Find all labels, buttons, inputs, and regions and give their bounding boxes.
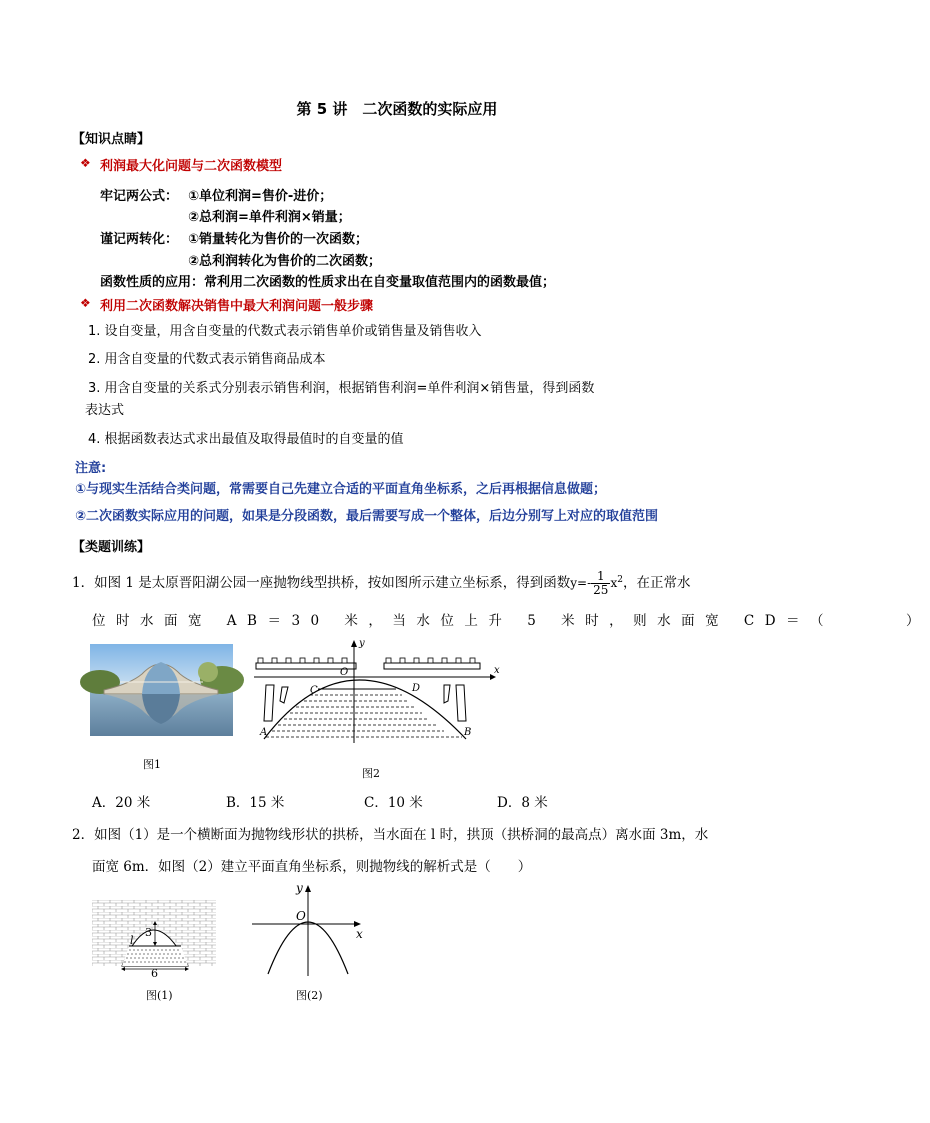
formula-2: ②总利润=单件利润×销量； (188, 210, 351, 225)
fraction-denominator: 25 (593, 583, 609, 597)
question-2-line-1: 2．如图（1）是一个横断面为抛物线形状的拱桥，当水面在 l 时，拱顶（拱桥洞的最高点）离水面 3m，水 (72, 827, 709, 843)
q2-brick-arch-figure (92, 900, 216, 980)
q1-arch-diagram-svg (252, 635, 502, 745)
topic-steps: 利用二次函数解决销售中最大利润问题一般步骤 (100, 299, 374, 314)
note-2: ②二次函数实际应用的问题，如果是分段函数，最后需要写成一个整体，后边分别写上对应的取值范围 (75, 509, 659, 524)
bridge-photo-image (90, 644, 233, 736)
origin-label: O (296, 909, 306, 923)
question-1-text: 1．如图 1 是太原晋阳湖公园一座抛物线型拱桥，按如图所示建立坐标系，得到函数 (72, 575, 571, 591)
y-axis-label: y (296, 881, 303, 895)
section-practice-heading: 【类题训练】 (72, 540, 151, 555)
option-b[interactable]: B．15 米 (226, 795, 285, 811)
convert-1: ①销量转化为售价的一次函数； (188, 232, 369, 247)
q2-parabola-svg (250, 880, 380, 980)
water-line-label: l (130, 934, 134, 947)
width-label: 6 (151, 967, 158, 980)
formula-x: x (610, 576, 618, 590)
question-1-line-1 (72, 570, 690, 597)
question-1-formula (570, 569, 623, 597)
question-1-line-2: 位时水面宽 AB＝30 米，当水位上升 5 米时，则水面宽 CD＝（ ） (92, 613, 930, 629)
note-1: ①与现实生活结合类问题，常需要自己先建立合适的平面直角坐标系，之后再根据信息做题； (75, 482, 607, 497)
step-2: 2. 用含自变量的代数式表示销售商品成本 (88, 352, 326, 367)
height-label: 3 (145, 926, 152, 939)
point-c-label: C (310, 685, 318, 696)
step-4: 4. 根据函数表达式求出最值及取得最值时的自变量的值 (88, 432, 404, 447)
function-application: 函数性质的应用：常利用二次函数的性质求出在自变量取值范围内的函数最值； (100, 275, 556, 290)
option-c[interactable]: C．10 米 (364, 795, 423, 811)
point-b-label: B (464, 727, 472, 738)
step-3: 3. 用含自变量的关系式分别表示销售利润，根据销售利润=单件利润×销售量，得到函数 (88, 381, 595, 396)
point-d-label: D (412, 683, 421, 694)
formula-1: ①单位利润=售价-进价； (188, 189, 333, 204)
origin-label: O (340, 667, 349, 678)
q2-parabola-diagram (250, 880, 380, 980)
topic-profit-maximization: 利润最大化问题与二次函数模型 (100, 159, 283, 174)
y-axis-label: y (359, 638, 365, 649)
question-1-text-end: ，在正常水 (622, 575, 691, 591)
x-axis-label: x (494, 665, 500, 676)
formula-label: 牢记两公式： (100, 189, 179, 204)
option-d[interactable]: D．8 米 (497, 795, 548, 811)
bridge-photo (90, 644, 233, 736)
question-2-line-2: 面宽 6m．如图（2）建立平面直角坐标系，则抛物线的解析式是（ ） (92, 859, 532, 875)
q1-arch-diagram (252, 635, 502, 745)
formula-y: y=- (570, 576, 592, 590)
formula-exponent: 2 (617, 575, 623, 585)
x-axis-label: x (356, 927, 363, 941)
formula-fraction (591, 570, 610, 597)
section-knowledge-heading: 【知识点睛】 (72, 132, 151, 147)
note-title: 注意: (75, 461, 107, 476)
convert-2: ②总利润转化为售价的二次函数； (188, 254, 382, 269)
q2-brick-arch-svg (92, 900, 216, 980)
q2-figure-1-caption: 图(1) (146, 989, 173, 1002)
q1-figure-1-caption: 图1 (143, 758, 161, 771)
fraction-numerator: 1 (591, 570, 610, 584)
diamond-bullet-icon: ❖ (80, 296, 91, 310)
page-title: 第 5 讲 二次函数的实际应用 (296, 100, 498, 118)
diamond-bullet-icon: ❖ (80, 156, 91, 170)
convert-label: 谨记两转化： (100, 232, 179, 247)
step-3-continued: 表达式 (85, 403, 125, 418)
step-1: 1. 设自变量，用含自变量的代数式表示销售单价或销售量及销售收入 (88, 324, 482, 339)
q1-figure-2-caption: 图2 (362, 767, 380, 780)
option-a[interactable]: A．20 米 (92, 795, 151, 811)
point-a-label: A (260, 727, 268, 738)
q2-figure-2-caption: 图(2) (296, 989, 323, 1002)
